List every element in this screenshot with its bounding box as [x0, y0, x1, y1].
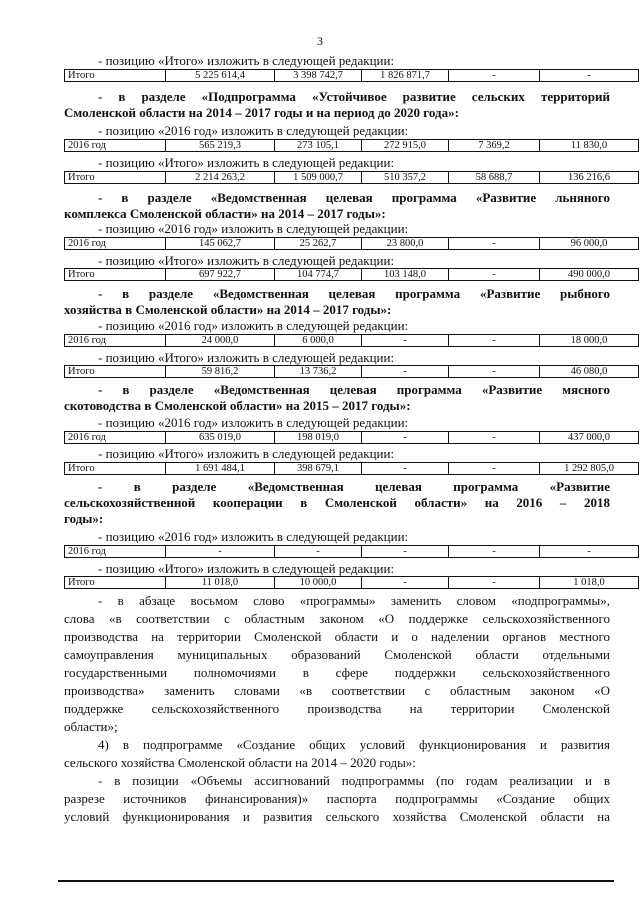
- table-cell: 635 019,0: [166, 432, 275, 444]
- table-cell: 272 915,0: [362, 140, 449, 152]
- table-2016-5: [64, 545, 639, 558]
- table-cell: 273 105,1: [275, 140, 362, 152]
- table-cell: -: [449, 432, 540, 444]
- paragraph-line: государственными полномочиями в сфере поддержки сельскохозяйственного: [64, 665, 610, 680]
- table-cell: 2016 год: [65, 238, 166, 250]
- table-cell: 2 214 263,2: [166, 172, 275, 184]
- text-line: - позицию «2016 год» изложить в следующей редакции:: [98, 123, 409, 138]
- text-line: - позицию «Итого» изложить в следующей редакции:: [98, 350, 395, 365]
- table-cell: Итого: [65, 463, 166, 475]
- table-cell: 7 369,2: [449, 140, 540, 152]
- table-itogo-1: [64, 69, 639, 82]
- table-2016-2: [64, 237, 639, 250]
- table-cell: 510 357,2: [362, 172, 449, 184]
- paragraph-line: производства на территории Смоленской области и о наделении органов местного: [64, 629, 610, 644]
- table-cell: 565 219,3: [166, 140, 275, 152]
- section-heading: хозяйства в Смоленской области» на 2014 – 2017 годы»:: [64, 302, 392, 317]
- table-2016-1: [64, 139, 639, 152]
- paragraph-line: условий функционирования и развития сельского хозяйства Смоленской области на: [64, 809, 610, 824]
- table-itogo-4: [64, 365, 639, 378]
- text-line: - позицию «Итого» изложить в следующей редакции:: [98, 561, 395, 576]
- table-cell: -: [275, 546, 362, 558]
- paragraph-line: слова «в соответствии с областным законом «О поддержке сельскохозяйственного: [64, 611, 610, 626]
- table-cell: 6 000,0: [275, 335, 362, 347]
- table-cell: -: [449, 70, 540, 82]
- table-cell: 25 262,7: [275, 238, 362, 250]
- table-cell: 46 080,0: [540, 366, 639, 378]
- section-heading: - в разделе «Ведомственная целевая программа «Развитие рыбного: [98, 286, 610, 301]
- table-cell: 23 800,0: [362, 238, 449, 250]
- paragraph-line: поддержке сельскохозяйственного производства на территории Смоленской: [64, 701, 610, 716]
- table-cell: 1 018,0: [540, 577, 639, 589]
- table-cell: 398 679,1: [275, 463, 362, 475]
- page-number: 3: [317, 34, 323, 48]
- table-cell: 1 509 000,7: [275, 172, 362, 184]
- table-2016-4: [64, 431, 639, 444]
- table-cell: 18 000,0: [540, 335, 639, 347]
- table-cell: -: [540, 546, 639, 558]
- table-cell: 490 000,0: [540, 269, 639, 281]
- table-itogo-5: [64, 462, 639, 475]
- table-itogo-2: [64, 171, 639, 184]
- table-cell: -: [449, 577, 540, 589]
- table-cell: -: [362, 463, 449, 475]
- paragraph-line: - в позиции «Объемы ассигнований подпрограммы (по годам реализации и в: [98, 773, 610, 788]
- table-2016-3: [64, 334, 639, 347]
- table-cell: 11 018,0: [166, 577, 275, 589]
- table-cell: -: [362, 577, 449, 589]
- table-cell: -: [362, 335, 449, 347]
- paragraph-line: - в абзаце восьмом слово «программы» заменить словом «подпрограммы»,: [98, 593, 610, 608]
- table-cell: -: [540, 70, 639, 82]
- table-cell: -: [449, 463, 540, 475]
- table-cell: -: [362, 432, 449, 444]
- table-cell: 104 774,7: [275, 269, 362, 281]
- table-cell: 2016 год: [65, 335, 166, 347]
- table-cell: -: [449, 366, 540, 378]
- table-cell: -: [449, 546, 540, 558]
- text-line: - позицию «Итого» изложить в следующей редакции:: [98, 253, 395, 268]
- table-cell: Итого: [65, 577, 166, 589]
- table-cell: 103 148,0: [362, 269, 449, 281]
- text-line: - позицию «2016 год» изложить в следующей редакции:: [98, 415, 409, 430]
- table-cell: Итого: [65, 172, 166, 184]
- table-cell: -: [362, 546, 449, 558]
- table-cell: 24 000,0: [166, 335, 275, 347]
- table-cell: 136 216,6: [540, 172, 639, 184]
- table-cell: -: [449, 335, 540, 347]
- table-cell: 1 691 484,1: [166, 463, 275, 475]
- table-cell: 2016 год: [65, 432, 166, 444]
- table-cell: Итого: [65, 70, 166, 82]
- section-heading: - в разделе «Ведомственная целевая программа «Развитие: [98, 479, 610, 494]
- paragraph-line: производства» заменить словами «в соответствии с областным законом «О: [64, 683, 610, 698]
- section-heading: - в разделе «Ведомственная целевая программа «Развитие льняного: [98, 190, 610, 205]
- paragraph-line: самоуправления муниципальных образований Смоленской области отдельными: [64, 647, 610, 662]
- table-cell: -: [166, 546, 275, 558]
- text-line: - позицию «Итого» изложить в следующей редакции:: [98, 53, 395, 68]
- table-itogo-3: [64, 268, 639, 281]
- paragraph-line: сельского хозяйства Смоленской области на 2014 – 2020 годы»:: [64, 755, 416, 770]
- table-cell: 145 062,7: [166, 238, 275, 250]
- paragraph-line: разрезе источников финансирования)» паспорта подпрограммы «Создание общих: [64, 791, 610, 806]
- table-cell: 3 398 742,7: [275, 70, 362, 82]
- table-cell: 96 000,0: [540, 238, 639, 250]
- table-cell: 11 830,0: [540, 140, 639, 152]
- table-cell: Итого: [65, 366, 166, 378]
- table-cell: -: [449, 269, 540, 281]
- table-cell: -: [449, 238, 540, 250]
- section-heading: комплекса Смоленской области» на 2014 – 2017 годы»:: [64, 206, 386, 221]
- section-heading: сельскохозяйственной кооперации в Смоленской области» на 2016 – 2018: [64, 495, 610, 510]
- table-cell: 5 225 614,4: [166, 70, 275, 82]
- table-cell: 1 292 805,0: [540, 463, 639, 475]
- table-cell: 2016 год: [65, 140, 166, 152]
- table-itogo-6: [64, 576, 639, 589]
- paragraph-line: области»;: [64, 719, 118, 734]
- table-cell: 59 816,2: [166, 366, 275, 378]
- table-cell: 1 826 871,7: [362, 70, 449, 82]
- table-cell: 2016 год: [65, 546, 166, 558]
- table-cell: 198 019,0: [275, 432, 362, 444]
- paragraph-line: 4) в подпрограмме «Создание общих условий функционирования и развития: [98, 737, 610, 752]
- section-heading: - в разделе «Подпрограмма «Устойчивое развитие сельских территорий: [98, 89, 610, 104]
- table-cell: -: [362, 366, 449, 378]
- text-line: - позицию «2016 год» изложить в следующей редакции:: [98, 529, 409, 544]
- text-line: - позицию «Итого» изложить в следующей редакции:: [98, 155, 395, 170]
- table-cell: 697 922,7: [166, 269, 275, 281]
- section-heading: годы»:: [64, 511, 104, 526]
- table-cell: 13 736,2: [275, 366, 362, 378]
- table-cell: 437 000,0: [540, 432, 639, 444]
- table-cell: 58 688,7: [449, 172, 540, 184]
- text-line: - позицию «Итого» изложить в следующей редакции:: [98, 446, 395, 461]
- table-cell: 10 000,0: [275, 577, 362, 589]
- section-heading: скотоводства в Смоленской области» на 2015 – 2017 годы»:: [64, 398, 411, 413]
- text-line: - позицию «2016 год» изложить в следующей редакции:: [98, 318, 409, 333]
- section-heading: Смоленской области на 2014 – 2017 годы и на период до 2020 года»:: [64, 105, 459, 120]
- table-cell: Итого: [65, 269, 166, 281]
- text-line: - позицию «2016 год» изложить в следующей редакции:: [98, 221, 409, 236]
- section-heading: - в разделе «Ведомственная целевая программа «Развитие мясного: [98, 382, 610, 397]
- footer-rule: [58, 880, 614, 882]
